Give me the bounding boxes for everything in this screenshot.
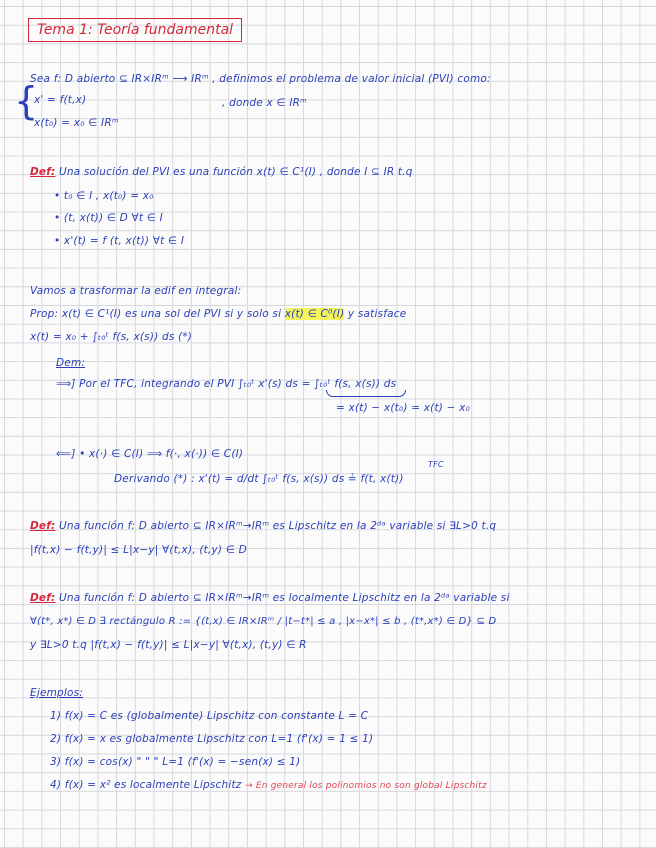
- definition-local-lipschitz: [30, 591, 510, 605]
- example-item: 1) f(x) = C es (globalmente) Lipschitz con constante L = C: [50, 710, 369, 722]
- lipschitz-inequality: |f(t,x) − f(t,y)| ≤ L|x−y| ∀(t,x), (t,y) ∈ D: [30, 544, 247, 556]
- integral-equation: x(t) = x₀ + ∫ₜ₀ᵗ f(s, x(s)) ds (*): [30, 331, 193, 343]
- pvi-equation-2: x(t₀) = x₀ ∈ IRᵐ: [34, 117, 119, 129]
- proof-forward: ⟹] Por el TFC, integrando el PVI ∫ₜ₀ᵗ x'(s) ds = ∫ₜ₀ᵗ f(s, x(s)) ds: [56, 378, 397, 390]
- pvi-donde: , donde x ∈ IRᵐ: [222, 97, 307, 109]
- def-tag: Def:: [30, 520, 56, 532]
- definition-lipschitz: [30, 519, 496, 533]
- margin-note: → En general los polinomios no son global Lipschitz: [245, 781, 487, 791]
- proof-backward: ⟸] • x(·) ∈ C(I) ⟹ f(·, x(·)) ∈ C(I): [56, 448, 244, 460]
- tfc-label: TFC: [428, 460, 444, 469]
- def-text: Una función f: D abierto ⊆ IR×IRᵐ→IRᵐ es Lipschitz en la 2ᵈᵃ variable si ∃L>0 t.q: [58, 520, 497, 532]
- brace-symbol: {: [14, 79, 39, 123]
- rectangle-condition: ∀(t*, x*) ∈ D ∃ rectángulo R := {(t,x) ∈ IR×IRᵐ / |t−t*| ≤ a , |x−x*| ≤ b , (t*,x*) ∈ D} ⊆ D: [30, 616, 497, 627]
- intro-line: Sea f: D abierto ⊆ IR×IRᵐ ⟶ IRᵐ , definimos el problema de valor inicial (PVI) como:: [30, 73, 491, 85]
- local-lipschitz-inequality: y ∃L>0 t.q |f(t,x) − f(t,y)| ≤ L|x−y| ∀(t,x), (t,y) ∈ R: [30, 639, 307, 651]
- integral-heading: Vamos a trasformar la edif en integral:: [30, 285, 242, 297]
- prop-tag: Prop:: [30, 308, 59, 320]
- example-item: [50, 778, 487, 793]
- proposition-line: [30, 307, 406, 321]
- list-item: • t₀ ∈ I , x(t₀) = x₀: [54, 190, 154, 202]
- definition-solution: [30, 165, 413, 179]
- list-item: • x'(t) = f (t, x(t)) ∀t ∈ I: [54, 235, 185, 247]
- underbrace-mark: [326, 390, 406, 397]
- example-item: 3) f(x) = cos(x) " " " L=1 (f'(x) = −sen(x) ≤ 1): [50, 756, 301, 768]
- def-tag: Def:: [30, 166, 56, 178]
- proof-label: Dem:: [56, 357, 86, 369]
- def-text: Una solución del PVI es una función x(t) ∈ C¹(I) , donde I ⊆ IR t.q: [58, 166, 413, 178]
- prop-text-end: y satisface: [344, 308, 407, 320]
- examples-heading: Ejemplos:: [30, 687, 84, 699]
- page-title: Tema 1: Teoría fundamental: [28, 18, 242, 42]
- proof-derivative: Derivando (*) : x'(t) = d/dt ∫ₜ₀ᵗ f(s, x(s)) ds ≟ f(t, x(t)): [114, 473, 404, 485]
- list-item: • (t, x(t)) ∈ D ∀t ∈ I: [54, 212, 163, 224]
- proof-forward-result: = x(t) − x(t₀) = x(t) − x₀: [336, 402, 470, 414]
- example-text: 4) f(x) = x² es localmente Lipschitz: [50, 779, 242, 791]
- def-text: Una función f: D abierto ⊆ IR×IRᵐ→IRᵐ es localmente Lipschitz en la 2ᵈᵃ variable si: [58, 592, 510, 604]
- prop-text: x(t) ∈ C¹(I) es una sol del PVI si y solo si: [61, 308, 285, 320]
- pvi-equation-1: x' = f(t,x): [34, 94, 87, 106]
- highlighted-text: x(t) ∈ C⁰(I): [284, 308, 345, 320]
- example-item: 2) f(x) = x es globalmente Lipschitz con L=1 (f'(x) = 1 ≤ 1): [50, 733, 374, 745]
- def-tag: Def:: [30, 592, 56, 604]
